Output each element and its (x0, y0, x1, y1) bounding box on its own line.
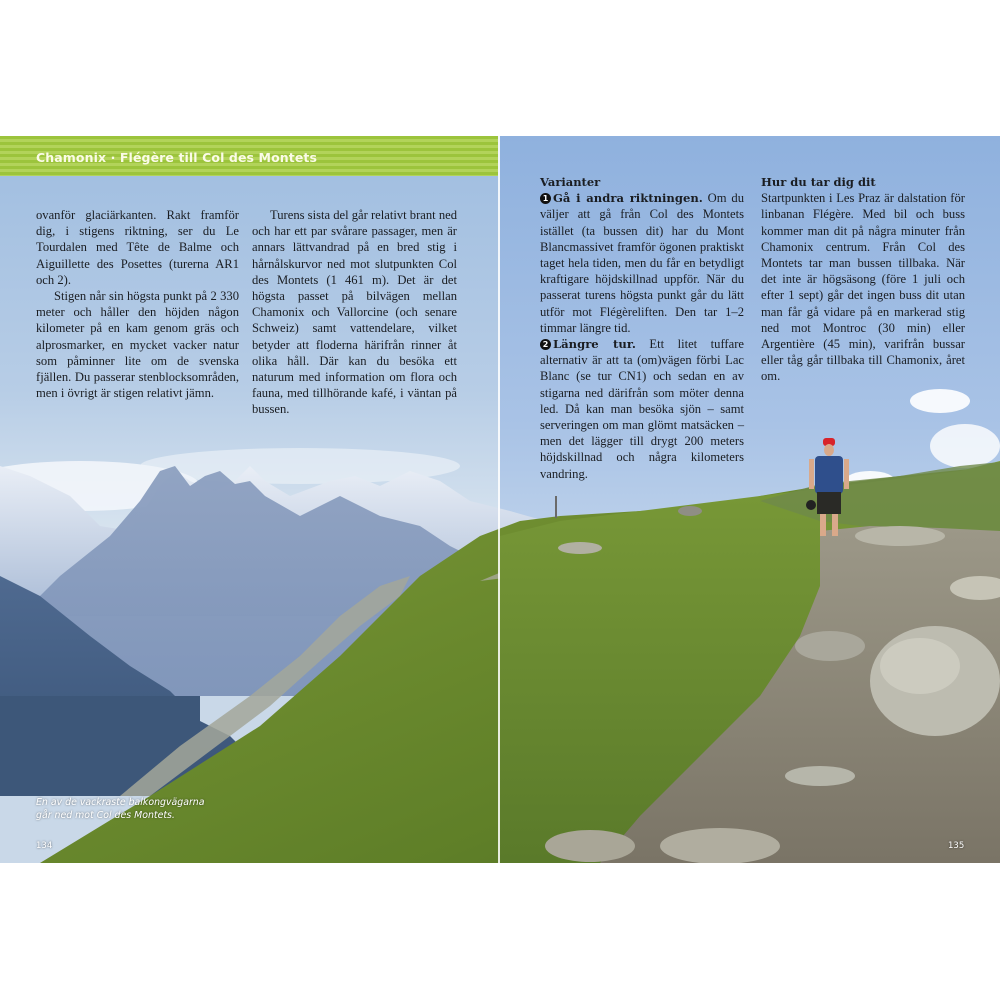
page-number-left: 134 (36, 841, 53, 851)
varianter-heading: Varianter (540, 175, 601, 189)
paragraph: Startpunkten i Les Praz är dalstation för linbanan Flégère. Med bil och buss kommer man dit på några minuter från Chamonix centrum. Från Col des Montets tar man bussen tillbaka. När det inte är högsäsong (före 1 juli och efter 1 sept) går det ingen buss dit utan man får gå vidare på en markerad stig ned mot Montroc (30 min) eller Argentière (45 min), varifrån bussar eller tåg går tillbaka till Chamonix, året om. (761, 191, 965, 384)
varianter-section (540, 174, 744, 482)
page-number-right: 135 (948, 841, 965, 851)
paragraph: Turens sista del går relativt brant ned och har ett par svårare passager, men är annars lättvandrad på en bred stig i hårnålskurvor ned mot slutpunkten Col des Montets (1 461 m). Det är det högsta passet på bilvägen mellan Chamonix och Vallorcine (och senare Schweiz) samt vattendelare, vilket betyder att floderna härifrån rinner åt olika håll. Där kan du besöka ett naturum med information om flora och fauna, med tillhörande kafé, i väntan på bussen. (252, 208, 457, 417)
left-column-1 (36, 207, 239, 401)
left-column-2 (252, 207, 457, 418)
chapter-title: Chamonix · Flégère till Col des Montets (36, 150, 318, 165)
paragraph: Stigen når sin högsta punkt på 2 330 meter och håller den höjden någon kilometer på en kam genom gräs och alprosmarker, en mycket vacker natur som påminner lite om de svenska fjällen. Du passerar stenblocksområden, men i övrigt är stigen relativt jämn. (36, 289, 239, 401)
chapter-header-bar (0, 136, 498, 176)
page-gutter (498, 136, 500, 863)
variant-item-2: 2 Längre tur. Ett litet tuffare alternativ är att ta (om)vägen förbi Lac Blanc (se tur CN1) och sedan en av stigarna ned därifrån som möter denna led. Då kan man besöka sjön – samt serveringen om man glömt matsäcken – men det lägger till drygt 200 meters höjdskillnad och några kilometers vandring. (540, 337, 744, 481)
directions-section (761, 174, 965, 385)
directions-heading: Hur du tar dig dit (761, 175, 876, 189)
variant-lead: Gå i andra riktningen. (553, 191, 703, 206)
number-badge-2: 2 (540, 339, 551, 350)
photo-caption: En av de vackraste balkongvägarna går ned mot Col des Montets. (36, 797, 205, 821)
variant-item-1: 1 Gå i andra riktningen. Om du väljer att gå från Col des Montets istället (ta bussen dit) har du Mont Blancmassivet framför ögonen praktiskt taget hela tiden, men du får en betydligt kraftigare höjdskillnad uppför. När du passerat turens högsta punkt går du lätt utför mot Flégèreliften. Den tar 1–2 timmar längre tid. (540, 191, 744, 335)
number-badge-1: 1 (540, 193, 551, 204)
variant-lead: Längre tur. (553, 337, 636, 352)
book-spread (0, 136, 1000, 863)
paragraph: ovanför glaciärkanten. Rakt framför dig, i stigens riktning, ser du Le Tourdalen med Tête de Balme och Aiguillette des Posettes (turerna AR1 och 2). (36, 208, 239, 287)
